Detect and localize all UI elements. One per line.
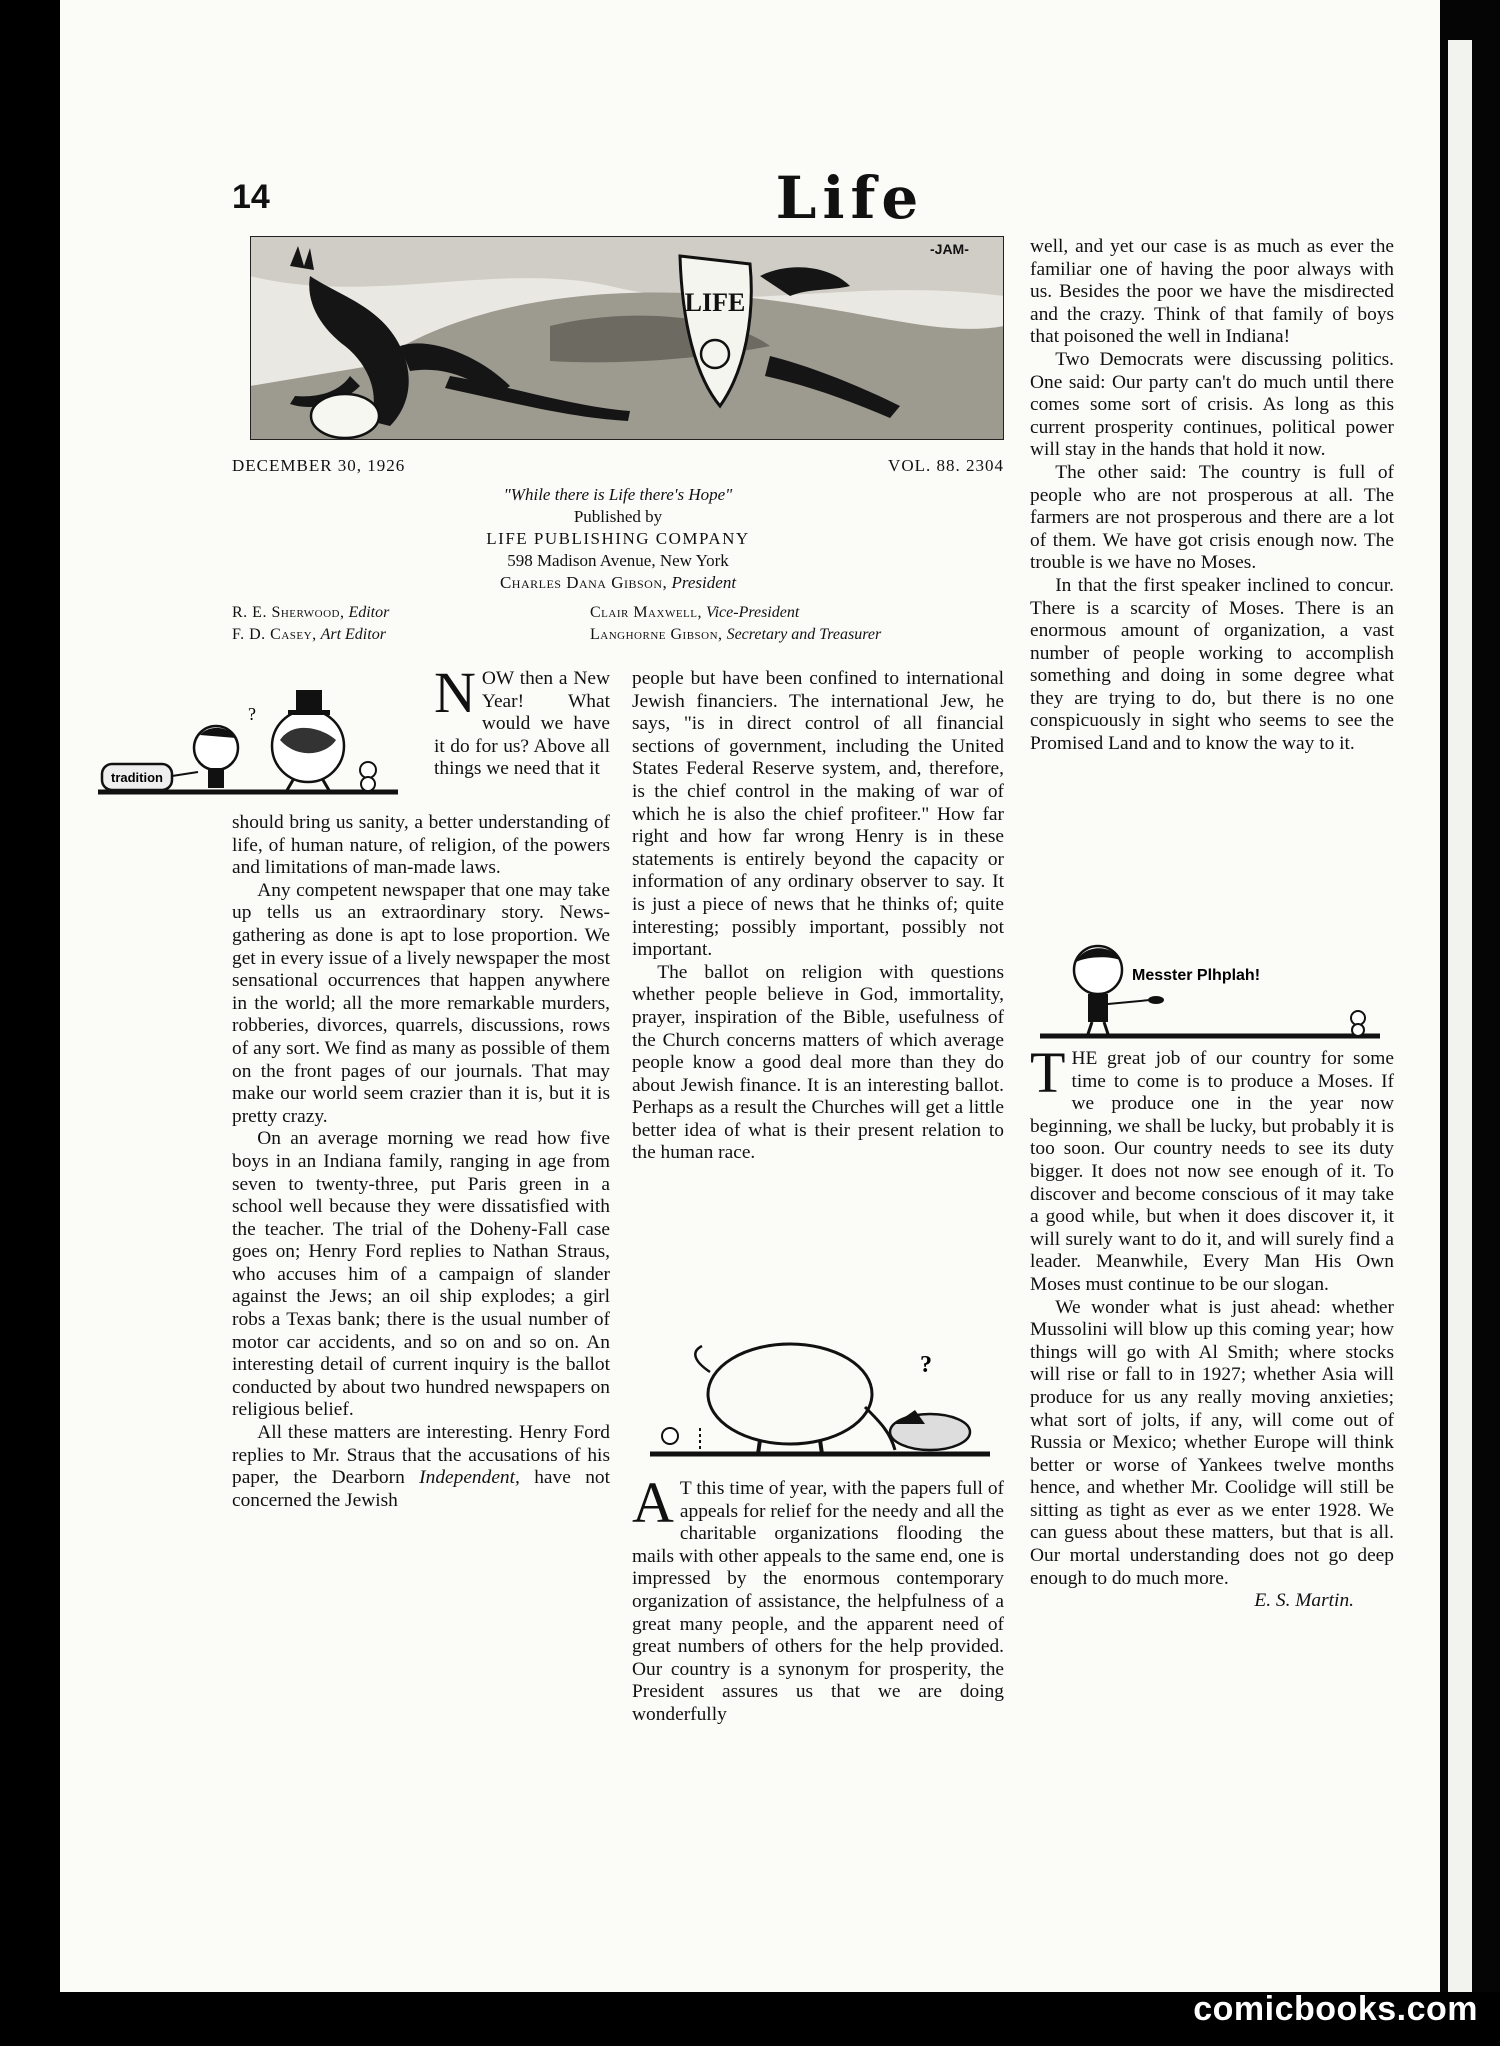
dateline (232, 456, 1004, 476)
facing-page-edge (1448, 40, 1472, 2000)
paragraph: We wonder what is just ahead: whether Mussolini will blow up this coming year; how things will go with Al Smith; where stocks will rise or fall to in 1927; whether Asia will produce for us any really moving anxieties; what sort of jolts, if any, will come out of Russia or Mexico; whether Europe will think better or worse of Yankees twelve months hence, and whether Mr. Coolidge will still be sitting as tight as ever as we enter 1928. We can guess about these matters, but that is all. Our mortal understanding does not go deep enough to do much more. (1030, 1296, 1394, 1589)
paragraph: All these matters are interesting. Henry Ford replies to Mr. Straus that the accusations of his paper, the Dearborn Independent, have not concerned the Jewish (232, 1422, 610, 1511)
published-by: Published by (573, 507, 663, 526)
svg-text:?: ? (248, 704, 256, 724)
svg-text:Messter Plhplah!: Messter Plhplah! (1132, 967, 1261, 984)
paragraph: In that the first speaker inclined to concur. There is a scarcity of Moses. There is an enormous amount of organization, a vast number of people working to accomplish something and doing in some degree what they are trying to do, but there is no one conspicuously in sight who seems to see the Promised Land and to know the way to it. (1030, 574, 1394, 755)
officers: Clair Maxwell, Vice-President Langhorne Gibson, Secretary and Treasurer (590, 604, 882, 643)
company-address: 598 Madison Avenue, New York (507, 551, 729, 570)
drop-cap: A (632, 1470, 674, 1535)
column-3 (1030, 236, 1394, 756)
paragraph: Two Democrats were discussing politics. One said: Our party can't do much until there comes some sort of crisis. As long as this current prosperity continues, political power will stay in the hands that hold it now. (1030, 348, 1394, 461)
masthead-title: Life (775, 164, 925, 232)
motto: "While there is Life there's Hope" (503, 485, 733, 504)
drop-cap: T (1030, 1040, 1066, 1105)
paragraph: Any competent newspaper that one may take up tells us an extraordinary story. News-gathering as done is apt to lose proportion. We get in every issue of a lively newspaper the most sensational occurrences that happen anywhere in the world; all the more remarkable murders, robberies, divorces, quarrels, discussions, rows of any sort. We find as many as possible of them on the front pages of our journals. That may make our world seem crazier than it is, but it is pretty crazy. (232, 879, 610, 1127)
column-1 (232, 812, 610, 1512)
column-1-intro: NOW then a New Year! What would we have it do for us? Above all things we need that it (434, 660, 610, 780)
svg-text:tradition: tradition (111, 770, 163, 785)
column-3-lower (1030, 1040, 1394, 1613)
column-2-lower (632, 1470, 1004, 1727)
company-name: LIFE PUBLISHING COMPANY (486, 529, 750, 548)
president-line: Charles Dana Gibson, President (499, 573, 737, 592)
svg-text:-JAM-: -JAM- (930, 241, 969, 257)
paragraph: should bring us sanity, a better understanding of life, of human nature, of religion, of the powers and limitations of man-made laws. (232, 812, 610, 879)
paragraph: A T this time of year, with the papers full of appeals for relief for the needy and all the charitable organizations flooding the mails with other appeals to the same end, one is impressed by the enormous contemporary organization of assistance, the helpfulness of a great many people, and the apparent need of great numbers of others for the help provided. Our country is a synonym for prosperity, the President assures us that we are doing wonderfully (632, 1470, 1004, 1725)
tradition-illustration (98, 680, 428, 810)
paragraph: people but have been confined to international Jewish financiers. The international Jew, he says, "is in direct control of all financial sections of government, including the United States Federal Reserve system, and, therefore, is the chief control in the making of war of which he is also the chief profiteer." How far right and how far wrong Henry is in these statements is entirely beyond the capacity or information of any ordinary observer to say. It is just a piece of news that he thinks of; quite interesting; possibly important, possibly not important. (632, 668, 1004, 961)
drop-cap: N (434, 660, 476, 725)
paragraph: well, and yet our case is as much as ever the familiar one of having the poor always with us. Besides the poor we have the misdirected and the crazy. Think of that family of boys that poisoned the well in Indiana! (1030, 236, 1394, 348)
svg-text:?: ? (920, 1352, 932, 1378)
page-number: 14 (232, 178, 270, 216)
paragraph: The ballot on religion with questions whether people believe in God, immortality, prayer, inspiration of the Bible, usefulness of the Church concerns matters of which average people know a good deal more than they do about Jewish finance. It is an interesting ballot. Perhaps as a result the Churches will get a little better idea of what is their present relation to the human race. (632, 961, 1004, 1164)
paragraph: The other said: The country is full of people who are not prosperous at all. The farmers are not prosperous and there are a lot of them. We have got crisis enough now. The trouble is we have no Moses. (1030, 461, 1394, 574)
volume-number: VOL. 88. 2304 (888, 456, 1004, 475)
paragraph: THE great job of our country for some time to come is to produce a Moses. If we produce one in the year now beginning, we shall be lucky, but probably it is too soon. Our country needs to see its duty bigger. It does not now see enough of it. To discover and become conscious of it may take a good while, but when it does discover it, it will surely want to do it, and will surely find a leader. Meanwhile, Every Man His Own Moses must continue to be our slogan. (1030, 1040, 1394, 1295)
author-signature: E. S. Martin. (1254, 1590, 1354, 1612)
publisher-block (232, 484, 1004, 594)
watermark: comicbooks.com (1193, 1990, 1478, 2028)
header-illustration (250, 236, 1004, 440)
editors: R. E. Sherwood, Editor F. D. Casey, Art Editor (232, 604, 390, 643)
issue-date: DECEMBER 30, 1926 (232, 456, 406, 475)
svg-text:LIFE: LIFE (684, 288, 746, 317)
paragraph: On an average morning we read how five boys in an Indiana family, ranging in age from seven to twenty-three, put Paris green in a school well because they were dissatisfied with the teacher. The trial of the Doheny-Fall case goes on; Henry Ford replies to Nathan Straus, who accuses him of a campaign of slander against the Jews; an oil ship explodes; a girl robs a Texas bank; there is the usual number of motor car accidents, and so on and so on. An interesting detail of current inquiry is the ballot conducted by about two hundred newspapers on religious belief. (232, 1128, 610, 1421)
pig-illustration (640, 1332, 1000, 1472)
column-2 (632, 668, 1004, 1165)
plhplah-illustration (1040, 940, 1390, 1050)
